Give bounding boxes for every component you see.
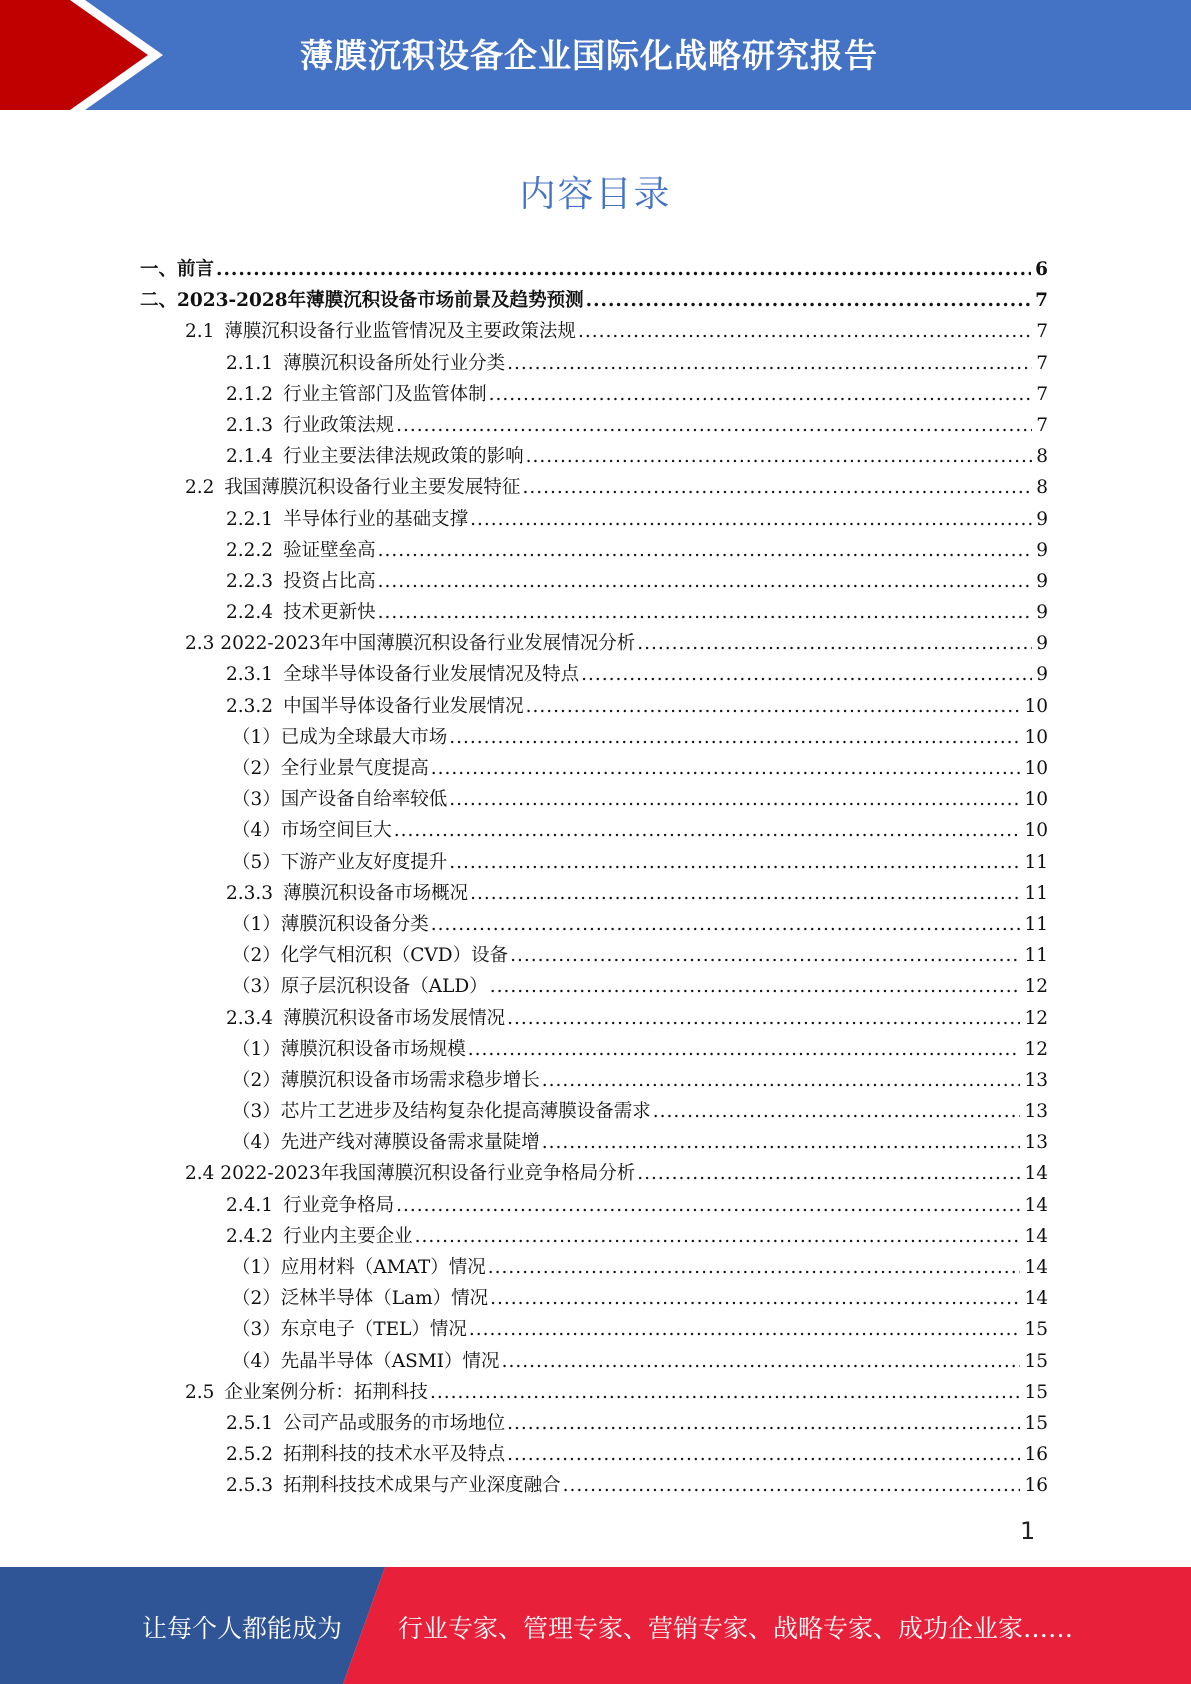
toc-entry[interactable] bbox=[140, 285, 1048, 316]
toc-dot-leader bbox=[507, 348, 1032, 379]
toc-entry-page: 7 bbox=[1036, 321, 1048, 343]
toc-entry-page: 9 bbox=[1036, 539, 1048, 561]
toc-entry-page: 7 bbox=[1035, 290, 1048, 312]
toc-entry-title: 拓荆科技的技术水平及特点 bbox=[283, 1444, 506, 1466]
toc-entry-title: 薄膜沉积设备所处行业分类 bbox=[283, 352, 506, 374]
toc-entry-number: 2.1 bbox=[185, 321, 215, 343]
toc-entry-number: 2.5.3 bbox=[226, 1475, 274, 1497]
toc-entry[interactable] bbox=[140, 847, 1048, 878]
toc-dot-leader bbox=[396, 1190, 1020, 1221]
toc-entry-page: 12 bbox=[1024, 1007, 1048, 1029]
toc-entry-title: 行业内主要企业 bbox=[283, 1225, 413, 1247]
toc-dot-leader bbox=[578, 316, 1032, 347]
toc-entry[interactable] bbox=[140, 1127, 1048, 1158]
toc-entry-page: 14 bbox=[1024, 1288, 1048, 1310]
toc-entry-title: 2.4 2022-2023年我国薄膜沉积设备行业竞争格局分析 bbox=[185, 1163, 636, 1185]
toc-dot-leader bbox=[526, 691, 1021, 722]
toc-dot-leader bbox=[510, 940, 1020, 971]
toc-entry-page: 7 bbox=[1036, 414, 1048, 436]
toc-entry[interactable] bbox=[140, 1065, 1048, 1096]
toc-entry-page: 12 bbox=[1024, 1038, 1048, 1060]
toc-entry-number: 2.3.2 bbox=[226, 695, 274, 717]
toc-entry[interactable] bbox=[140, 909, 1048, 940]
toc-entry-title: （2）泛林半导体（Lam）情况 bbox=[232, 1288, 489, 1310]
toc-entry-page: 13 bbox=[1024, 1101, 1048, 1123]
toc-entry[interactable] bbox=[140, 784, 1048, 815]
toc-entry[interactable] bbox=[140, 379, 1048, 410]
toc-entry-number: 2.5.2 bbox=[226, 1444, 274, 1466]
toc-dot-leader bbox=[431, 753, 1021, 784]
toc-entry-page: 16 bbox=[1024, 1444, 1048, 1466]
toc-entry-page: 10 bbox=[1024, 726, 1048, 748]
toc-entry[interactable] bbox=[140, 472, 1048, 503]
toc-entry-number: 2.3.3 bbox=[226, 882, 274, 904]
toc-entry-title: （3）原子层沉积设备（ALD） bbox=[232, 976, 488, 998]
toc-dot-leader bbox=[396, 410, 1032, 441]
toc-entry[interactable] bbox=[140, 815, 1048, 846]
toc-dot-leader bbox=[637, 628, 1032, 659]
toc-entry[interactable] bbox=[140, 566, 1048, 597]
toc-entry-number: 2.1.2 bbox=[226, 383, 274, 405]
toc-entry-page: 7 bbox=[1036, 352, 1048, 374]
toc-dot-leader bbox=[431, 909, 1021, 940]
toc-dot-leader bbox=[542, 1127, 1021, 1158]
toc-entry-number: 2.5.1 bbox=[226, 1412, 274, 1434]
toc-entry-page: 8 bbox=[1036, 477, 1048, 499]
toc-entry-page: 11 bbox=[1024, 945, 1048, 967]
toc-entry[interactable] bbox=[140, 410, 1048, 441]
toc-entry-page: 14 bbox=[1024, 1194, 1048, 1216]
toc-entry-number: 2.3.4 bbox=[226, 1007, 274, 1029]
toc-entry-page: 11 bbox=[1024, 882, 1048, 904]
toc-entry-title: （1）已成为全球最大市场 bbox=[232, 726, 448, 748]
toc-entry-title: 行业主要法律法规政策的影响 bbox=[283, 446, 524, 468]
toc-entry-page: 15 bbox=[1024, 1350, 1048, 1372]
toc-entry-title: （4）先进产线对薄膜设备需求量陡增 bbox=[232, 1132, 540, 1154]
toc-dot-leader bbox=[586, 285, 1031, 316]
toc-entry-title: （3）国产设备自给率较低 bbox=[232, 789, 448, 811]
toc-entry-page: 13 bbox=[1024, 1132, 1048, 1154]
toc-dot-leader bbox=[581, 659, 1032, 690]
toc-entry-title: 投资占比高 bbox=[283, 570, 376, 592]
toc-entry[interactable] bbox=[140, 441, 1048, 472]
footer-banner bbox=[0, 1567, 1191, 1684]
toc-dot-leader bbox=[507, 1003, 1020, 1034]
toc-entry-title: 薄膜沉积设备行业监管情况及主要政策法规 bbox=[224, 321, 576, 343]
toc-entry[interactable] bbox=[140, 535, 1048, 566]
toc-entry[interactable] bbox=[140, 971, 1048, 1002]
toc-entry-title: （3）东京电子（TEL）情况 bbox=[232, 1319, 467, 1341]
toc-entry-title: （1）应用材料（AMAT）情况 bbox=[232, 1257, 486, 1278]
toc-entry[interactable] bbox=[140, 1158, 1048, 1189]
toc-heading: 内容目录 bbox=[519, 174, 672, 215]
toc-entry-title: 一、前言 bbox=[140, 259, 215, 280]
toc-entry[interactable] bbox=[140, 504, 1048, 535]
toc-entry[interactable] bbox=[140, 753, 1048, 784]
toc-dot-leader bbox=[490, 1283, 1020, 1314]
toc-entry-title: 公司产品或服务的市场地位 bbox=[283, 1412, 506, 1434]
toc-entry[interactable] bbox=[140, 1190, 1048, 1221]
toc-entry[interactable] bbox=[140, 1096, 1048, 1127]
toc-dot-leader bbox=[470, 878, 1020, 909]
toc-entry[interactable] bbox=[140, 1408, 1048, 1439]
toc-entry-page: 9 bbox=[1036, 602, 1048, 624]
toc-entry[interactable] bbox=[140, 878, 1048, 909]
toc-entry-page: 10 bbox=[1024, 758, 1048, 779]
toc-dot-leader bbox=[653, 1096, 1021, 1127]
toc-dot-leader bbox=[542, 1065, 1021, 1096]
toc-entry[interactable] bbox=[140, 1377, 1048, 1408]
toc-entry-title: 半导体行业的基础支撑 bbox=[283, 508, 469, 530]
toc-entry[interactable] bbox=[140, 254, 1048, 285]
toc-entry-number: 2.2.1 bbox=[226, 508, 274, 530]
toc-entry-number: 2.4.2 bbox=[226, 1225, 274, 1247]
toc-dot-leader bbox=[378, 535, 1033, 566]
toc-entry-title: （3）芯片工艺进步及结构复杂化提高薄膜设备需求 bbox=[232, 1101, 651, 1123]
toc-entry-page: 10 bbox=[1024, 820, 1048, 842]
toc-dot-leader bbox=[378, 566, 1033, 597]
toc-entry-title: （1）薄膜沉积设备市场规模 bbox=[232, 1038, 466, 1060]
toc-entry-page: 16 bbox=[1024, 1475, 1048, 1497]
toc-dot-leader bbox=[415, 1221, 1021, 1252]
toc-entry[interactable] bbox=[140, 1346, 1048, 1377]
toc-dot-leader bbox=[449, 722, 1020, 753]
toc-dot-leader bbox=[507, 1408, 1020, 1439]
toc-entry-title: 薄膜沉积设备市场概况 bbox=[283, 882, 469, 904]
toc-entry[interactable] bbox=[140, 1034, 1048, 1065]
toc-entry-page: 8 bbox=[1036, 446, 1048, 468]
toc-entry-number: 2.5 bbox=[185, 1381, 215, 1403]
toc-entry-title: 二、2023-2028年薄膜沉积设备市场前景及趋势预测 bbox=[140, 290, 584, 312]
toc-dot-leader bbox=[449, 784, 1020, 815]
toc-entry[interactable] bbox=[140, 1252, 1048, 1283]
toc-dot-leader bbox=[563, 1470, 1021, 1501]
toc-entry-page: 9 bbox=[1036, 508, 1048, 530]
toc-entry-title: 行业竞争格局 bbox=[283, 1194, 395, 1216]
toc-entry-title: （2）化学气相沉积（CVD）设备 bbox=[232, 945, 509, 967]
toc-entry-page: 9 bbox=[1036, 664, 1048, 686]
toc-entry-page: 15 bbox=[1024, 1381, 1048, 1403]
toc-entry-page: 10 bbox=[1024, 695, 1048, 717]
toc-entry-title: （1）薄膜沉积设备分类 bbox=[232, 913, 429, 935]
toc-entry-page: 10 bbox=[1024, 789, 1048, 811]
toc-entry-title: 企业案例分析：拓荆科技 bbox=[224, 1381, 428, 1403]
toc-entry[interactable] bbox=[140, 1470, 1048, 1501]
toc-dot-leader bbox=[526, 441, 1033, 472]
toc-dot-leader bbox=[637, 1158, 1020, 1189]
toc-entry-title: 中国半导体设备行业发展情况 bbox=[283, 695, 524, 717]
toc-dot-leader bbox=[216, 254, 1031, 285]
toc-dot-leader bbox=[468, 1034, 1021, 1065]
toc-entry[interactable] bbox=[140, 1314, 1048, 1345]
toc-entry-page: 14 bbox=[1024, 1257, 1048, 1278]
toc-entry[interactable] bbox=[140, 722, 1048, 753]
header-banner bbox=[0, 0, 1191, 110]
toc-entry-number: 2.1.3 bbox=[226, 414, 274, 436]
toc-dot-leader bbox=[430, 1377, 1021, 1408]
toc-entry[interactable] bbox=[140, 1221, 1048, 1252]
toc-entry[interactable] bbox=[140, 1283, 1048, 1314]
toc-entry-page: 11 bbox=[1024, 913, 1048, 935]
toc-entry-title: 验证壁垒高 bbox=[283, 539, 376, 561]
toc-entry-title: （4）市场空间巨大 bbox=[232, 820, 392, 842]
toc-entry-title: 行业政策法规 bbox=[283, 414, 395, 436]
toc-dot-leader bbox=[507, 1439, 1020, 1470]
toc-dot-leader bbox=[378, 597, 1033, 628]
toc-dot-leader bbox=[469, 1314, 1021, 1345]
toc-entry-title: （4）先晶半导体（ASMI）情况 bbox=[232, 1350, 500, 1372]
toc-entry-page: 14 bbox=[1024, 1225, 1048, 1247]
toc-entry-number: 2.2.4 bbox=[226, 602, 274, 624]
toc-entry-number: 2.1.1 bbox=[226, 352, 274, 374]
toc-entry-number: 2.1.4 bbox=[226, 446, 274, 468]
toc-dot-leader bbox=[470, 504, 1032, 535]
footer-slogan-left: 让每个人都能成为 bbox=[142, 1614, 343, 1643]
toc-entry[interactable] bbox=[140, 597, 1048, 628]
toc-entry-number: 2.4.1 bbox=[226, 1194, 274, 1216]
toc-entry-number: 2.2.2 bbox=[226, 539, 274, 561]
report-title: 薄膜沉积设备企业国际化战略研究报告 bbox=[300, 36, 878, 75]
toc-entry-page: 12 bbox=[1024, 976, 1048, 998]
toc-entry[interactable] bbox=[140, 628, 1048, 659]
toc-entry-number: 2.2.3 bbox=[226, 570, 274, 592]
table-of-contents bbox=[140, 254, 1048, 1502]
toc-dot-leader bbox=[490, 971, 1021, 1002]
toc-entry-title: （5）下游产业友好度提升 bbox=[232, 851, 448, 873]
toc-dot-leader bbox=[488, 1252, 1021, 1283]
toc-entry[interactable] bbox=[140, 1003, 1048, 1034]
toc-entry-page: 9 bbox=[1036, 570, 1048, 592]
toc-entry[interactable] bbox=[140, 316, 1048, 347]
toc-entry[interactable] bbox=[140, 1439, 1048, 1470]
toc-entry-page: 9 bbox=[1036, 633, 1048, 655]
toc-entry-title: （2）薄膜沉积设备市场需求稳步增长 bbox=[232, 1069, 540, 1091]
footer-slogan-right: 行业专家、管理专家、营销专家、战略专家、成功企业家…… bbox=[398, 1614, 1074, 1643]
toc-dot-leader bbox=[502, 1346, 1021, 1377]
toc-entry-title: 2.3 2022-2023年中国薄膜沉积设备行业发展情况分析 bbox=[185, 633, 636, 655]
toc-dot-leader bbox=[394, 815, 1021, 846]
toc-entry-title: 薄膜沉积设备市场发展情况 bbox=[283, 1007, 506, 1029]
toc-entry-page: 14 bbox=[1024, 1163, 1048, 1185]
toc-entry-number: 2.2 bbox=[185, 477, 215, 499]
toc-entry-page: 7 bbox=[1036, 383, 1048, 405]
toc-entry-title: 技术更新快 bbox=[283, 602, 376, 624]
toc-entry-page: 15 bbox=[1024, 1319, 1048, 1341]
toc-entry-title: 拓荆科技技术成果与产业深度融合 bbox=[283, 1475, 561, 1497]
toc-entry[interactable] bbox=[140, 940, 1048, 971]
toc-entry[interactable] bbox=[140, 659, 1048, 690]
toc-entry-title: 全球半导体设备行业发展情况及特点 bbox=[283, 664, 580, 686]
toc-entry-title: （2）全行业景气度提高 bbox=[232, 758, 429, 779]
toc-entry-page: 15 bbox=[1024, 1412, 1048, 1434]
toc-dot-leader bbox=[522, 472, 1032, 503]
toc-entry[interactable] bbox=[140, 691, 1048, 722]
toc-entry-title: 行业主管部门及监管体制 bbox=[283, 383, 487, 405]
toc-entry[interactable] bbox=[140, 348, 1048, 379]
page-number: 1 bbox=[1020, 1517, 1036, 1545]
toc-entry-page: 6 bbox=[1035, 259, 1048, 280]
toc-entry-title: 我国薄膜沉积设备行业主要发展特征 bbox=[224, 477, 521, 499]
toc-entry-number: 2.3.1 bbox=[226, 664, 274, 686]
toc-dot-leader bbox=[449, 847, 1020, 878]
toc-entry-page: 11 bbox=[1024, 851, 1048, 873]
toc-entry-page: 13 bbox=[1024, 1069, 1048, 1091]
toc-dot-leader bbox=[489, 379, 1033, 410]
